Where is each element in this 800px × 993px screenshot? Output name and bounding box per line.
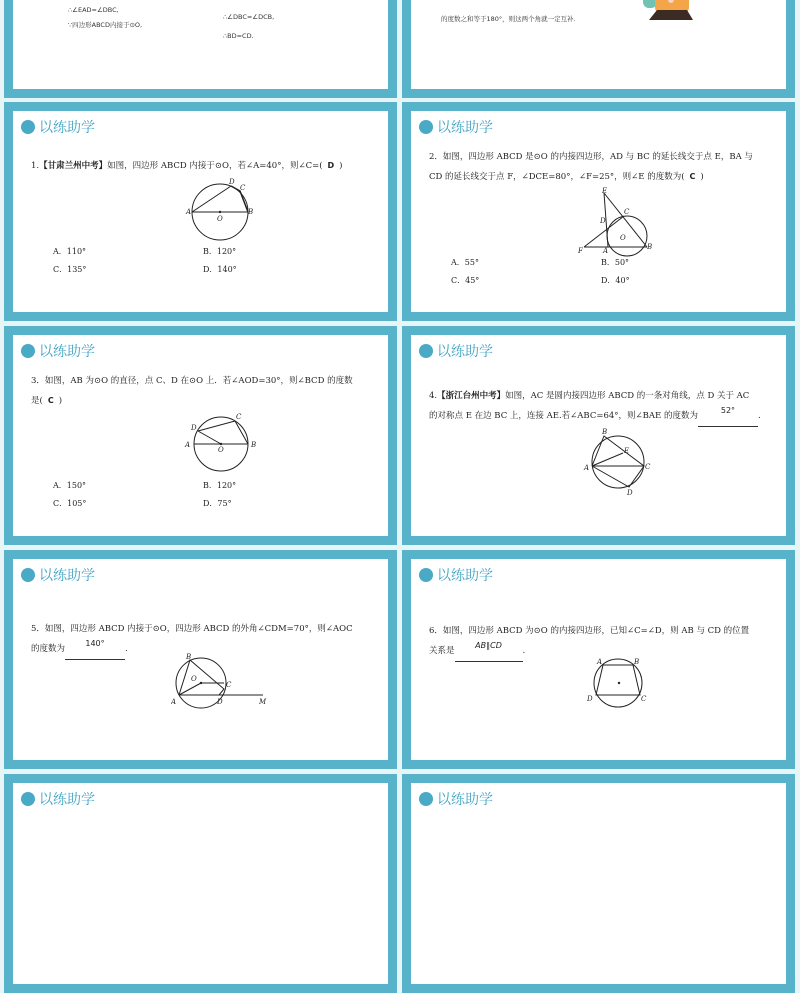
svg-text:D: D (587, 695, 593, 703)
svg-text:B: B (251, 441, 257, 449)
answer-blank[interactable]: 52° (698, 406, 758, 427)
answer-blank[interactable]: 140° (65, 639, 125, 660)
slide-bottom-left (4, 774, 397, 993)
bullet-icon (419, 120, 433, 134)
svg-text:D: D (229, 178, 235, 186)
svg-text:B: B (634, 658, 640, 666)
circle-diagram-1 (185, 177, 255, 247)
option-a[interactable]: A．150° (53, 481, 87, 490)
question-text: 6．如图，四边形 ABCD 为⊙O 的内接四边形，已知∠C=∠D，则 AB 与 CD 的位置 关系是AB∥CD. (429, 621, 772, 662)
option-b[interactable]: B．120° (203, 247, 237, 256)
svg-text:B: B (602, 428, 608, 436)
svg-text:B: B (248, 208, 254, 216)
option-c[interactable]: C．135° (53, 265, 87, 274)
svg-text:B: B (647, 243, 653, 251)
explanation-text: 的度数之和等于180°，则这两个角就一定互补. (441, 15, 576, 23)
section-header (419, 789, 493, 809)
section-title: 以练助学 (39, 568, 95, 584)
svg-text:E: E (602, 187, 608, 195)
teacher-illustration-icon (633, 0, 713, 24)
answer: D (327, 161, 335, 170)
proof-line: ∵四边形ABCD内接于⊙O, (68, 21, 143, 29)
option-a[interactable]: A．110° (53, 247, 87, 256)
svg-text:D: D (600, 217, 606, 225)
section-header (419, 565, 493, 585)
options (451, 254, 751, 290)
bullet-icon (21, 344, 35, 358)
svg-text:O: O (620, 234, 626, 242)
option-d[interactable]: D．40° (601, 276, 630, 285)
answer: C (47, 396, 54, 405)
section-title: 以练助学 (39, 344, 95, 360)
answer-blank[interactable]: AB∥CD (455, 641, 523, 662)
bullet-icon (21, 120, 35, 134)
svg-text:F: F (578, 247, 583, 255)
svg-text:C: C (226, 681, 232, 689)
option-d[interactable]: D．75° (203, 499, 232, 508)
svg-text:D: D (217, 698, 223, 706)
svg-text:O: O (218, 446, 224, 454)
svg-text:B: B (186, 653, 192, 661)
section-header (21, 565, 95, 585)
svg-text:C: C (236, 413, 242, 421)
option-d[interactable]: D．140° (203, 265, 237, 274)
section-header (21, 117, 95, 137)
option-a[interactable]: A．55° (451, 258, 479, 267)
svg-text:A: A (603, 247, 609, 255)
slide-question-5 (4, 550, 397, 769)
bullet-icon (21, 568, 35, 582)
slide-top-left (4, 0, 397, 98)
svg-text:D: D (627, 489, 633, 497)
svg-text:A: A (185, 441, 191, 449)
svg-text:O: O (191, 675, 197, 683)
section-title: 以练助学 (437, 344, 493, 360)
question-text: 5．如图，四边形 ABCD 内接于⊙O，四边形 ABCD 的外角∠CDM=70°，则∠AOC 的度数为140°. (31, 619, 374, 660)
svg-text:C: C (641, 695, 647, 703)
slide-question-2 (402, 102, 795, 321)
slide-question-4 (402, 326, 795, 545)
proof-line: ∴∠EAD=∠DBC, (68, 6, 119, 14)
slide-question-3 (4, 326, 397, 545)
option-c[interactable]: C．105° (53, 499, 87, 508)
svg-text:A: A (584, 464, 590, 472)
options (53, 477, 353, 513)
svg-text:A: A (171, 698, 177, 706)
bullet-icon (21, 792, 35, 806)
svg-text:C: C (624, 208, 630, 216)
svg-text:E: E (624, 447, 630, 455)
section-title: 以练助学 (437, 568, 493, 584)
section-title: 以练助学 (39, 120, 95, 136)
section-title: 以练助学 (437, 120, 493, 136)
section-header (21, 789, 95, 809)
option-b[interactable]: B．50° (601, 258, 630, 267)
question-text: 1.【甘肃兰州中考】如图，四边形 ABCD 内接于⊙O，若∠A=40°，则∠C=( D ) (31, 161, 343, 171)
circle-diagram-2 (576, 187, 656, 257)
svg-text:C: C (240, 184, 246, 192)
circle-diagram-4 (583, 427, 653, 497)
answer: C (689, 172, 696, 181)
circle-diagram-3 (181, 409, 261, 479)
slide-top-right (402, 0, 795, 98)
question-text: 3．如图，AB 为⊙O 的直径，点 C、D 在⊙O 上．若∠AOD=30°，则∠BCD 的度数 是( C ) (31, 376, 353, 406)
slide-question-6 (402, 550, 795, 769)
svg-text:A: A (186, 208, 192, 216)
bullet-icon (419, 568, 433, 582)
circle-diagram-5 (171, 653, 271, 715)
slide-bottom-right (402, 774, 795, 993)
circle-diagram-6 (583, 657, 653, 709)
option-c[interactable]: C．45° (451, 276, 480, 285)
proof-line: ∴BD=CD. (223, 32, 254, 40)
proof-line: ∴∠DBC=∠DCB, (223, 13, 275, 21)
section-header (21, 341, 95, 361)
option-b[interactable]: B．120° (203, 481, 237, 490)
slide-question-1 (4, 102, 397, 321)
section-title: 以练助学 (437, 792, 493, 808)
bullet-icon (419, 344, 433, 358)
section-title: 以练助学 (39, 792, 95, 808)
svg-text:C: C (645, 463, 651, 471)
question-text: 4.【浙江台州中考】如图，AC 是圆内接四边形 ABCD 的一条对角线，点 D 关于 AC 的对称点 E 在边 BC 上，连接 AE.若∠ABC=64°，则∠BAE 的度数为52°. (429, 386, 772, 427)
section-header (419, 117, 493, 137)
bullet-icon (419, 792, 433, 806)
section-header (419, 341, 493, 361)
svg-text:O: O (217, 215, 223, 223)
svg-text:A: A (597, 658, 603, 666)
options (53, 243, 353, 279)
svg-text:M: M (259, 698, 267, 706)
question-text: 2．如图，四边形 ABCD 是⊙O 的内接四边形，AD 与 BC 的延长线交于点 E，BA 与 CD 的延长线交于点 F，∠DCE=80°，∠F=25°，则∠E 的度数为( C ) (429, 152, 753, 182)
svg-text:D: D (191, 424, 197, 432)
